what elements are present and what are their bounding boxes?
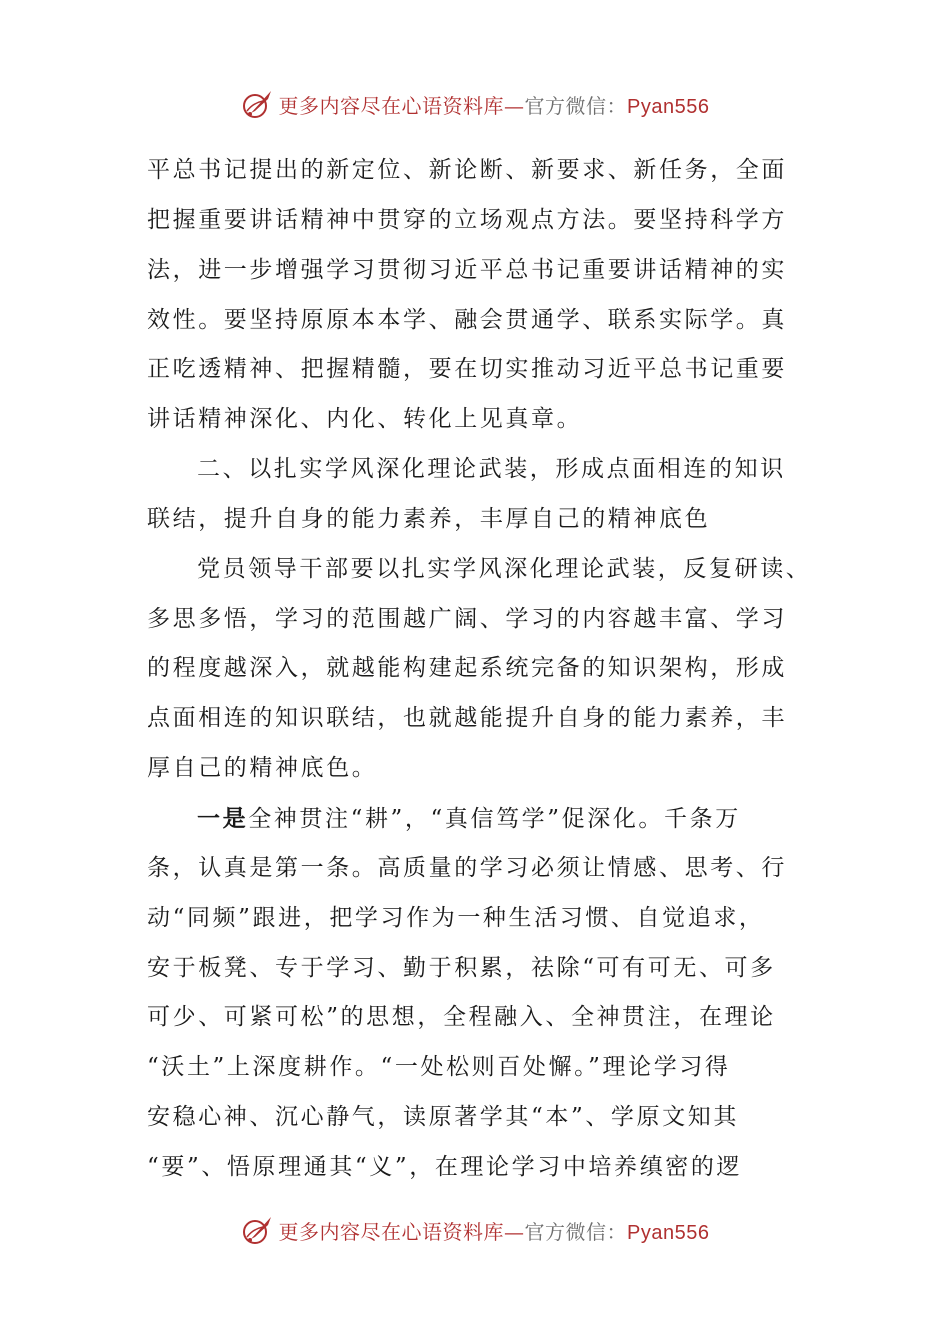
body-line: 多思多悟，学习的范围越广阔、学习的内容越丰富、学习 <box>147 605 787 632</box>
body-line: 条，认真是第一条。高质量的学习必须让情感、思考、行 <box>147 854 787 881</box>
body-line: 平总书记提出的新定位、新论断、新要求、新任务，全面 <box>147 157 787 183</box>
body-line: 安于板凳、专于学习、勤于积累，祛除“可有可无、可多 <box>147 954 776 981</box>
banner-official-text: 官方微信： <box>524 93 628 118</box>
body-line: 动“同频”跟进，把学习作为一种生活习惯、自觉追求， <box>147 904 765 931</box>
body-line: 的程度越深入，就越能构建起系统完备的知识架构，形成 <box>147 655 787 682</box>
bold-lead-text: 一是 <box>197 804 249 832</box>
body-line: 点面相连的知识联结，也就越能提升自身的能力素养，丰 <box>147 705 787 732</box>
watermark-banner-bottom <box>0 1208 950 1252</box>
body-line: 党员领导干部要以扎实学风深化理论武装，反复研读、 <box>197 555 812 582</box>
body-line: 效性。要坚持原原本本学、融会贯通学、联系实际学。真 <box>147 306 787 333</box>
body-line: “沃土”上深度耕作。“一处松则百处懈。”理论学习得 <box>147 1054 731 1081</box>
banner-wechat-id: Pyan556 <box>627 95 710 118</box>
body-line: 讲话精神深化、内化、转化上见真章。 <box>147 406 583 433</box>
body-line: 安稳心神、沉心静气，读原著学其“本”、学原文知其 <box>147 1104 739 1131</box>
quill-pen-logo-icon <box>241 87 275 121</box>
document-body <box>147 146 812 1193</box>
banner-separator: — <box>504 1219 525 1244</box>
banner-site-text: 更多内容尽在心语资料库 <box>278 93 505 118</box>
section-heading-line: 联结，提升自身的能力素养，丰厚自己的精神底色 <box>147 505 711 532</box>
body-line-lead <box>147 794 807 844</box>
body-line: 正吃透精神、把握精髓，要在切实推动习近平总书记重要 <box>147 356 787 383</box>
banner-official-text: 官方微信： <box>524 1219 628 1244</box>
body-line: 厚自己的精神底色。 <box>147 755 378 782</box>
section-heading-line: 二、以扎实学风深化理论武装，形成点面相连的知识 <box>197 456 786 483</box>
quill-pen-logo-icon <box>241 1213 275 1247</box>
body-line-rest: 全神贯注“耕”，“真信笃学”促深化。千条万 <box>248 805 741 832</box>
banner-wechat-id: Pyan556 <box>627 1221 710 1244</box>
banner-site-text: 更多内容尽在心语资料库 <box>278 1219 505 1244</box>
body-line: 法，进一步增强学习贯彻习近平总书记重要讲话精神的实 <box>147 256 787 283</box>
watermark-banner-top <box>0 82 950 126</box>
body-line: 把握重要讲话精神中贯穿的立场观点方法。要坚持科学方 <box>147 206 787 233</box>
body-line: 可少、可紧可松”的思想，全程融入、全神贯注，在理论 <box>147 1004 776 1031</box>
body-line: “要”、悟原理通其“义”，在理论学习中培养缜密的逻 <box>147 1153 743 1180</box>
banner-separator: — <box>504 93 525 118</box>
